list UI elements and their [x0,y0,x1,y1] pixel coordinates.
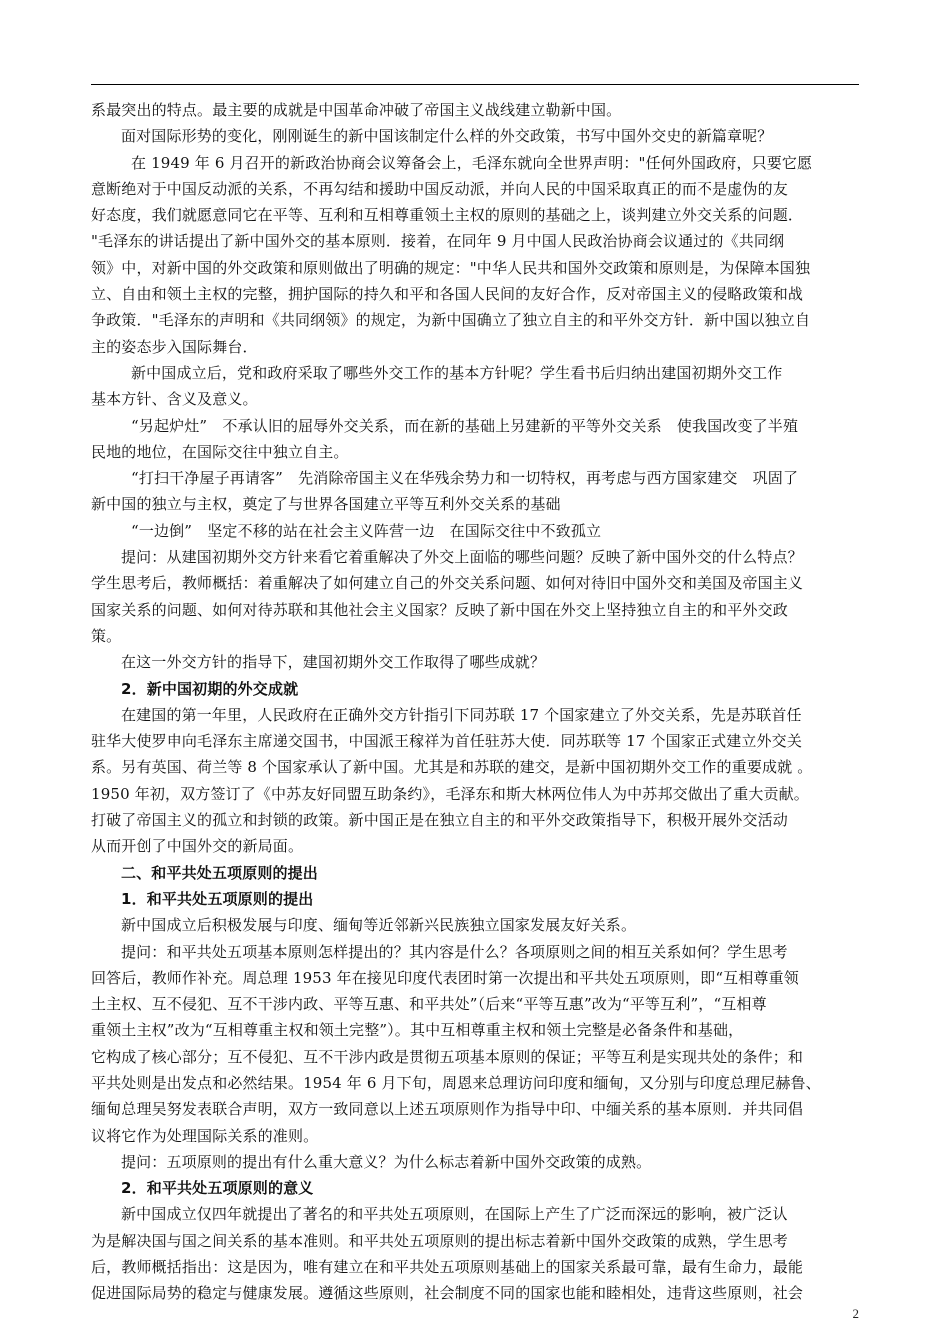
text-line: 意断绝对于中国反动派的关系，不再勾结和援助中国反动派，并向人民的中国采取真正的而不是虚伪的友 [91,179,788,198]
text-line: 面对国际形势的变化，刚刚诞生的新中国该制定什么样的外交政策，书写中国外交史的新篇章呢？ [121,127,773,146]
section-heading: 2．和平共处五项原则的意义 [121,1179,314,1198]
text-line: 新中国成立后积极发展与印度、缅甸等近邻新兴民族独立国家发展友好关系。 [121,916,637,935]
text-line: 后，教师概括指出：这是因为，唯有建立在和平共处五项原则基础上的国家关系最可靠，最有生命力，最能 [91,1258,804,1277]
page-number: 2 [852,1306,859,1321]
text-line: 新中国的独立与主权，奠定了与世界各国建立平等互利外交关系的基础 [91,495,561,514]
text-line: 学生思考后，教师概括：着重解决了如何建立自己的外交关系问题、如何对待旧中国外交和美国及帝国主义 [91,574,804,593]
text-line: 土主权、互不侵犯、互不干涉内政、平等互惠、和平共处”（后来“平等互惠”改为“平等互利”，“互相尊 [91,995,767,1014]
text-line: 在这一外交方针的指导下，建国初期外交工作取得了哪些成就？ [121,653,546,672]
text-line: 在 1949 年 6 月召开的新政治协商会议筹备会上，毛泽东就向全世界声明："任何外国政府，只要它愿 [131,153,813,172]
text-line: “打扫干净屋子再请客” 先消除帝国主义在华残余势力和一切特权，再考虑与西方国家建交 巩固了 [131,469,799,488]
section-heading: 2．新中国初期的外交成就 [121,679,299,698]
text-line: 回答后，教师作补充。周总理 1953 年在接见印度代表团时第一次提出和平共处五项原则，即“互相尊重领 [91,968,799,987]
text-line: “一边倒” 坚定不移的站在社会主义阵营一边 在国际交往中不致孤立 [131,521,602,540]
text-line: 在建国的第一年里，人民政府在正确外交方针指引下同苏联 17 个国家建立了外交关系，先是苏联首任 [121,705,802,724]
header-rule [91,84,859,85]
text-line: 系最突出的特点。最主要的成就是中国革命冲破了帝国主义战线建立勒新中国。 [91,101,622,119]
text-line: 争政策．"毛泽东的声明和《共同纲领》的规定，为新中国确立了独立自主的和平外交方针．新中国以独立自 [91,311,811,330]
text-line: 新中国成立仅四年就提出了著名的和平共处五项原则，在国际上产生了广泛而深远的影响，被广泛认 [121,1205,788,1224]
text-line: 打破了帝国主义的孤立和封锁的政策。新中国正是在独立自主的和平外交政策指导下，积极开展外交活动 [91,811,788,830]
text-line: 新中国成立后，党和政府采取了哪些外交工作的基本方针呢？学生看书后归纳出建国初期外交工作 [131,363,783,382]
text-line: 民地的地位，在国际交往中独立自主。 [91,442,349,461]
text-line: 提问：五项原则的提出有什么重大意义？为什么标志着新中国外交政策的成熟。 [121,1152,652,1171]
text-line: 提问：从建国初期外交方针来看它着重解决了外交上面临的哪些问题？反映了新中国外交的什么特点？ [121,548,803,567]
text-line: 领》中，对新中国的外交政策和原则做出了明确的规定："中华人民共和国外交政策和原则是，为保障本国独 [91,258,811,277]
text-line: 为是解决国与国之间关系的基本准则。和平共处五项原则的提出标志着新中国外交政策的成熟，学生思考 [91,1231,788,1250]
body-text [91,97,859,1307]
text-line: 重领土主权”改为“互相尊重主权和领土完整”）。其中互相尊重主权和领土完整是必备条件和基础， [91,1021,744,1040]
text-line: 1950 年初，双方签订了《中苏友好同盟互助条约》，毛泽东和斯大林两位伟人为中苏邦交做出了重大贡献。 [91,784,809,803]
text-line: 国家关系的问题、如何对待苏联和其他社会主义国家？反映了新中国在外交上坚持独立自主的和平外交政 [91,600,788,619]
text-line: 提问：和平共处五项基本原则怎样提出的？其内容是什么？各项原则之间的相互关系如何？学生思考 [121,942,788,961]
text-line: 系。另有英国、荷兰等 8 个国家承认了新中国。尤其是和苏联的建交，是新中国初期外交工作的重要成就 。 [91,758,813,777]
text-line: 好态度，我们就愿意同它在平等、互利和互相尊重领土主权的原则的基础之上，谈判建立外交关系的问题． [91,206,804,225]
text-line: 驻华大使罗申向毛泽东主席递交国书，中国派王稼祥为首任驻苏大使．同苏联等 17 个国家正式建立外交关 [91,732,802,751]
text-line: 策。 [91,626,122,645]
text-line: "毛泽东的讲话提出了新中国外交的基本原则．接着，在同年 9 月中国人民政治协商会议通过的《共同纲 [91,232,785,251]
text-line: 平共处则是出发点和必然结果。1954 年 6 月下旬，周恩来总理访问印度和缅甸，又分别与印度总理尼赫鲁、 [91,1073,821,1092]
text-line: 促进国际局势的稳定与健康发展。遵循这些原则，社会制度不同的国家也能和睦相处，违背这些原则，社会 [91,1284,804,1303]
text-line: 从而开创了中国外交的新局面。 [91,837,304,856]
text-line: 它构成了核心部分；互不侵犯、互不干涉内政是贯彻五项基本原则的保证；平等互利是实现共处的条件；和 [91,1047,804,1066]
text-line: 基本方针、含义及意义。 [91,390,258,409]
text-line: 议将它作为处理国际关系的准则。 [91,1126,319,1145]
section-heading: 二、和平共处五项原则的提出 [121,863,318,882]
text-line: 缅甸总理吴努发表联合声明，双方一致同意以上述五项原则作为指导中印、中缅关系的基本原则．并共同倡 [91,1100,804,1119]
section-heading: 1．和平共处五项原则的提出 [121,889,314,908]
text-line: 立、自由和领土主权的完整，拥护国际的持久和平和各国人民间的友好合作，反对帝国主义的侵略政策和战 [91,285,804,304]
text-line: 主的姿态步入国际舞台． [91,337,258,356]
text-line: “另起炉灶” 不承认旧的屈辱外交关系，而在新的基础上另建新的平等外交关系 使我国改变了半殖 [131,416,799,435]
